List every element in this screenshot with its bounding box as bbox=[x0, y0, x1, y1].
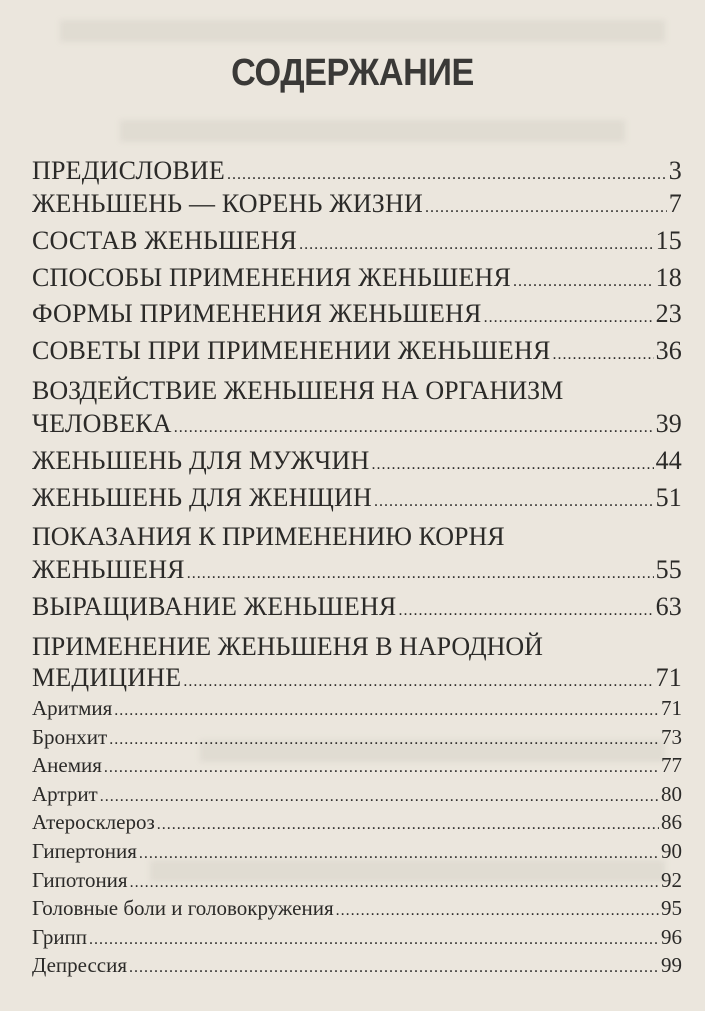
entry-title: ЖЕНЬШЕНЬ ДЛЯ ЖЕНЩИН bbox=[32, 482, 372, 512]
toc-entry[interactable] bbox=[32, 480, 682, 517]
entry-title: СОСТАВ ЖЕНЬШЕНЯ bbox=[32, 225, 298, 255]
dot-leader bbox=[336, 897, 659, 926]
dot-leader bbox=[139, 840, 659, 869]
toc-entry[interactable] bbox=[32, 186, 682, 223]
toc-entry[interactable] bbox=[32, 552, 682, 589]
entry-title: ВЫРАЩИВАНИЕ ЖЕНЬШЕНЯ bbox=[32, 592, 397, 622]
dot-leader bbox=[484, 300, 654, 337]
table-of-contents bbox=[32, 156, 682, 980]
page-number: 95 bbox=[661, 896, 682, 921]
subentry-title: Аритмия bbox=[32, 695, 113, 720]
page-number: 55 bbox=[655, 555, 682, 585]
dot-leader bbox=[183, 666, 653, 698]
subentry-title: Гипертония bbox=[32, 838, 137, 863]
toc-entry[interactable] bbox=[32, 662, 682, 694]
page-number: 3 bbox=[668, 156, 682, 185]
entry-title: СОВЕТЫ ПРИ ПРИМЕНЕНИИ ЖЕНЬШЕНЯ bbox=[32, 336, 551, 366]
toc-entry[interactable] bbox=[32, 333, 682, 370]
page-number: 80 bbox=[661, 781, 682, 806]
dot-leader bbox=[174, 410, 654, 447]
page-number: 71 bbox=[661, 695, 682, 720]
page-number: 36 bbox=[655, 336, 682, 366]
subentry-title: Атеросклероз bbox=[32, 810, 155, 835]
page-number: 51 bbox=[655, 482, 682, 512]
entry-title: ЖЕНЬШЕНЬ — КОРЕНЬ ЖИЗНИ bbox=[32, 189, 423, 218]
subentry-title: Артрит bbox=[32, 781, 98, 806]
toc-entry[interactable] bbox=[32, 260, 682, 297]
subentry-title: Депрессия bbox=[32, 953, 128, 978]
toc-subentry[interactable] bbox=[32, 694, 682, 723]
entry-title: ЖЕНЬШЕНЬ ДЛЯ МУЖЧИН bbox=[32, 445, 370, 475]
subentry-title: Анемия bbox=[32, 753, 102, 778]
subentry-title: Грипп bbox=[32, 924, 88, 949]
dot-leader bbox=[371, 447, 653, 484]
dot-leader bbox=[299, 227, 653, 264]
subentry-title: Гипотония bbox=[32, 867, 128, 892]
dot-leader bbox=[130, 869, 659, 898]
toc-subentry[interactable] bbox=[32, 894, 682, 923]
toc-entry[interactable] bbox=[32, 296, 682, 333]
toc-entry[interactable] bbox=[32, 156, 682, 186]
toc-entry[interactable] bbox=[32, 406, 682, 443]
page-number: 90 bbox=[661, 838, 682, 863]
dot-leader bbox=[398, 593, 653, 630]
dot-leader bbox=[109, 726, 659, 755]
dot-leader bbox=[114, 697, 659, 726]
entry-title: ФОРМЫ ПРИМЕНЕНИЯ ЖЕНЬШЕНЯ bbox=[32, 299, 482, 329]
toc-entry[interactable] bbox=[32, 589, 682, 626]
toc-subentry[interactable] bbox=[32, 951, 682, 980]
toc-subentry[interactable] bbox=[32, 723, 682, 752]
page-number: 39 bbox=[655, 408, 682, 438]
toc-subentry[interactable] bbox=[32, 780, 682, 809]
page-number: 44 bbox=[655, 445, 682, 475]
page-number: 73 bbox=[661, 724, 682, 749]
toc-entry[interactable] bbox=[32, 443, 682, 480]
entry-title: ПРЕДИСЛОВИЕ bbox=[32, 156, 225, 185]
page-number: 99 bbox=[661, 953, 682, 978]
page-number: 18 bbox=[655, 262, 682, 292]
toc-subentry[interactable] bbox=[32, 837, 682, 866]
entry-title: МЕДИЦИНЕ bbox=[32, 662, 182, 692]
page-number: 7 bbox=[668, 189, 682, 218]
dot-leader bbox=[129, 954, 659, 983]
page-number: 86 bbox=[661, 810, 682, 835]
page-number: 92 bbox=[661, 867, 682, 892]
entry-title-line1: ПРИМЕНЕНИЕ ЖЕНЬШЕНЯ В НАРОДНОЙ bbox=[32, 631, 543, 661]
entry-title: ЖЕНЬШЕНЯ bbox=[32, 555, 185, 585]
toc-subentry[interactable] bbox=[32, 751, 682, 780]
page-number: 77 bbox=[661, 753, 682, 778]
toc-subentry[interactable] bbox=[32, 923, 682, 952]
dot-leader bbox=[374, 484, 654, 521]
entry-title-line1: ПОКАЗАНИЯ К ПРИМЕНЕНИЮ КОРНЯ bbox=[32, 522, 505, 552]
page-number: 23 bbox=[655, 299, 682, 329]
entry-title: СПОСОБЫ ПРИМЕНЕНИЯ ЖЕНЬШЕНЯ bbox=[32, 262, 512, 292]
subentry-title: Бронхит bbox=[32, 724, 108, 749]
subentry-title: Головные боли и головокружения bbox=[32, 896, 334, 921]
entry-title-line1: ВОЗДЕЙСТВИЕ ЖЕНЬШЕНЯ НА ОРГАНИЗМ bbox=[32, 375, 564, 405]
entry-title: ЧЕЛОВЕКА bbox=[32, 408, 172, 438]
page-number: 96 bbox=[661, 924, 682, 949]
dot-leader bbox=[513, 264, 654, 301]
toc-entry[interactable] bbox=[32, 223, 682, 260]
dot-leader bbox=[187, 556, 654, 593]
dot-leader bbox=[157, 811, 659, 840]
toc-subentry[interactable] bbox=[32, 808, 682, 837]
page-number: 71 bbox=[655, 662, 682, 692]
page-number: 15 bbox=[655, 225, 682, 255]
page-number: 63 bbox=[655, 592, 682, 622]
page-title: СОДЕРЖАНИЕ bbox=[231, 52, 474, 94]
toc-subentry[interactable] bbox=[32, 866, 682, 895]
dot-leader bbox=[100, 783, 659, 812]
dot-leader bbox=[104, 754, 659, 783]
dot-leader bbox=[89, 926, 659, 955]
dot-leader bbox=[553, 337, 654, 374]
dot-leader bbox=[425, 190, 667, 227]
